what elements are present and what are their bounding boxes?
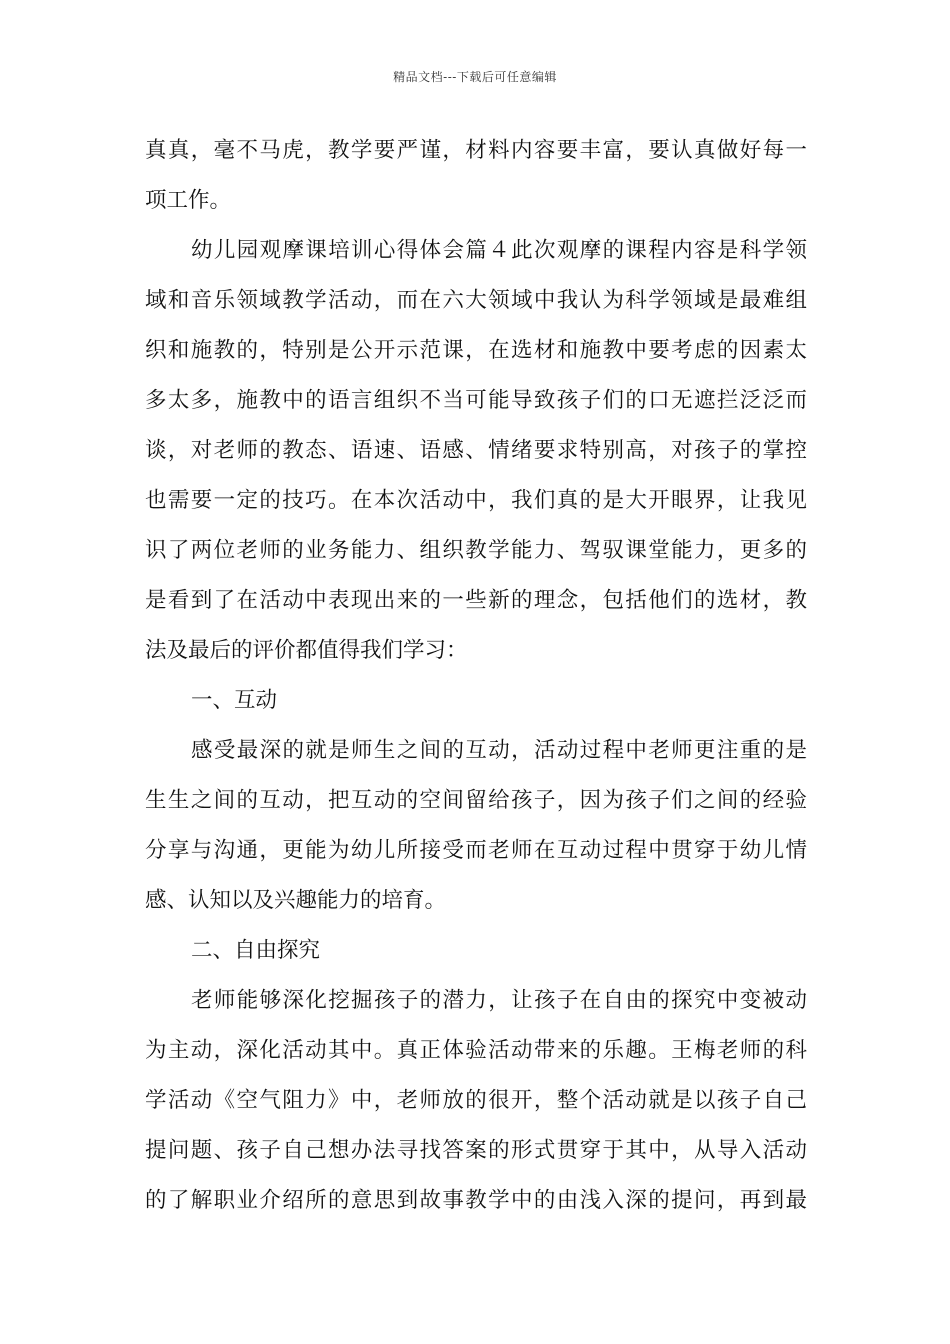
paragraph-first-line: 感受最深的就是师生之间的互动，活动过程中老师更注重的是 [191,738,807,763]
paragraph-first-line: 幼儿园观摩课培训心得体会篇４此次观摩的课程内容是科学领 [191,238,807,263]
text-line: 的了解职业介绍所的意思到故事教学中的由浅入深的提问，再到最 [145,1188,807,1213]
text-line: 生生之间的互动，把互动的空间留给孩子，因为孩子们之间的经验 [145,788,807,813]
text-line: 识了两位老师的业务能力、组织教学能力、驾驭课堂能力，更多的 [145,538,807,563]
text-line: 法及最后的评价都值得我们学习： [145,638,468,663]
text-line: 域和音乐领域教学活动，而在六大领域中我认为科学领域是最难组 [145,288,807,313]
text-line: 项工作。 [145,188,232,213]
text-line: 织和施教的，特别是公开示范课，在选材和施教中要考虑的因素太 [145,338,807,363]
paragraph-first-line: 老师能够深化挖掘孩子的潜力，让孩子在自由的探究中变被动 [191,988,807,1013]
text-line: 也需要一定的技巧。在本次活动中，我们真的是大开眼界，让我见 [145,488,807,513]
page-header: 精品文档---下载后可任意编辑 [393,70,557,84]
document-body [145,128,807,1228]
text-line: 感、认知以及兴趣能力的培育。 [145,888,447,913]
text-line: 分享与沟通，更能为幼儿所接受而老师在互动过程中贯穿于幼儿情 [145,838,807,863]
text-line: 为主动，深化活动其中。真正体验活动带来的乐趣。王梅老师的科 [145,1038,807,1063]
text-line: 多太多，施教中的语言组织不当可能导致孩子们的口无遮拦泛泛而 [145,388,807,413]
text-line: 是看到了在活动中表现出来的一些新的理念，包括他们的选材，教 [145,588,807,613]
section-heading: 一、互动 [191,688,278,713]
text-line: 谈，对老师的教态、语速、语感、情绪要求特别高，对孩子的掌控 [145,438,807,463]
text-line: 真真，毫不马虎，教学要严谨，材料内容要丰富，要认真做好每一 [145,138,807,163]
text-line: 提问题、孩子自己想办法寻找答案的形式贯穿于其中，从导入活动 [145,1138,807,1163]
section-heading: 二、自由探究 [191,938,321,963]
text-line: 学活动《空气阻力》中，老师放的很开，整个活动就是以孩子自己 [145,1088,807,1113]
